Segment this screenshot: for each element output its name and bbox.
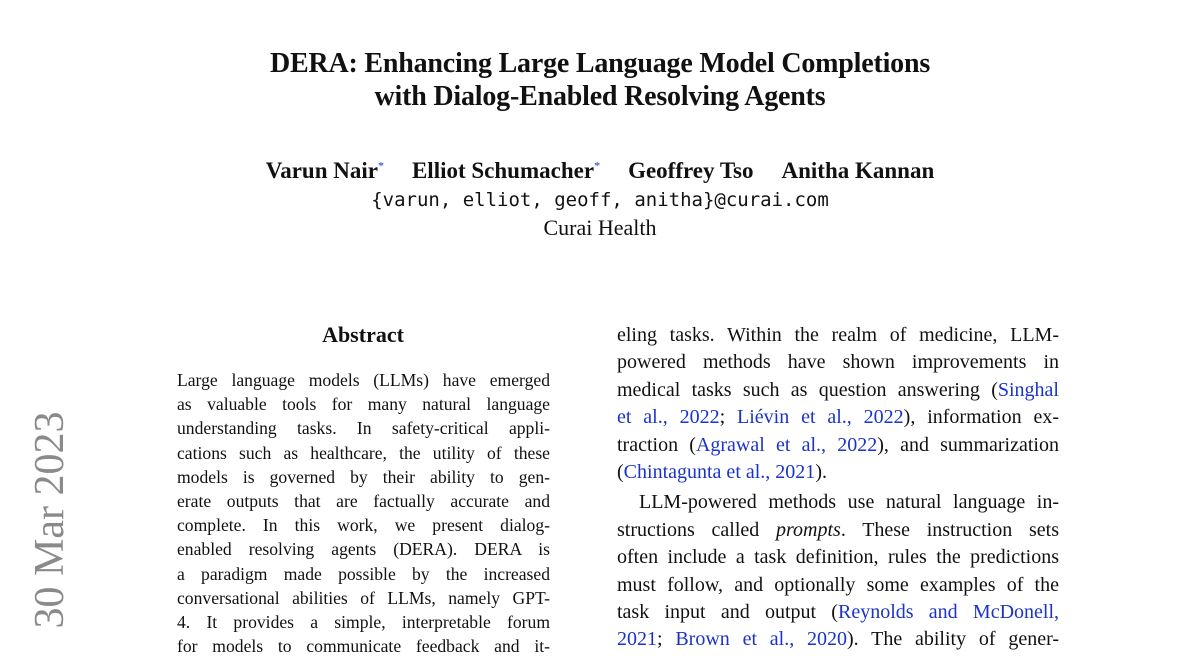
affiliation: Curai Health xyxy=(543,215,657,240)
body-line xyxy=(617,599,1059,626)
abstract-line: Large language models (LLMs) have emerged xyxy=(177,370,550,390)
author-4 xyxy=(782,157,935,185)
equal-contribution-mark: * xyxy=(594,158,601,173)
abstract-line: erate outputs that are factually accurate and xyxy=(177,491,550,512)
author-name: Anitha Kannan xyxy=(781,158,935,183)
abstract-line: as valuable tools for many natural language xyxy=(177,394,550,415)
body-line: must follow, and optionally some examples of the xyxy=(617,573,1059,596)
citation-link[interactable]: et al., 2022 xyxy=(617,406,720,429)
body-line xyxy=(617,517,1059,544)
body-line xyxy=(617,432,1059,459)
body-line: LLM-powered methods use natural language in- xyxy=(639,491,1059,514)
author-name: Geoffrey Tso xyxy=(628,158,754,183)
body-line xyxy=(617,626,1059,653)
abstract-line: enabled resolving agents (DERA). DERA is xyxy=(177,539,550,560)
body-text: traction ( xyxy=(617,433,696,456)
abstract-heading: Abstract xyxy=(322,322,404,347)
paper-title xyxy=(0,47,1200,113)
citation-link[interactable]: Chintagunta et al., 2021 xyxy=(623,461,816,484)
author-emails: {varun, elliot, geoff, anitha}@curai.com xyxy=(371,189,829,211)
author-name: Varun Nair xyxy=(265,158,378,183)
author-2 xyxy=(412,157,600,185)
body-line xyxy=(617,459,1059,486)
citation-link[interactable]: 2021 xyxy=(617,628,657,651)
abstract-line: complete. In this work, we present dialog- xyxy=(177,515,550,536)
author-name: Elliot Schumacher xyxy=(411,158,595,183)
body-text: task input and output ( xyxy=(617,601,838,624)
abstract-line: models is governed by their ability to gen- xyxy=(177,466,550,487)
abstract-line: a paradigm made possible by the increased xyxy=(177,563,550,584)
body-text: ), information ex- xyxy=(903,406,1060,429)
title-line-1: DERA: Enhancing Large Language Model Completions xyxy=(269,48,931,79)
body-text: ). xyxy=(815,461,827,484)
body-line: powered methods have shown improvements in xyxy=(617,351,1059,374)
author-1 xyxy=(266,157,384,185)
abstract-line: understanding tasks. In safety-critical appli- xyxy=(177,418,550,439)
body-line xyxy=(617,404,1059,431)
abstract-line: for models to communicate feedback and it- xyxy=(177,636,550,657)
arxiv-date-text: 30 Mar 2023 xyxy=(27,411,73,629)
body-text: . These instruction sets xyxy=(840,518,1059,541)
body-line: eling tasks. Within the realm of medicine, LLM- xyxy=(617,324,1059,346)
body-line xyxy=(617,377,1059,404)
body-text: medical tasks such as question answering ( xyxy=(617,378,998,401)
intro-right-column xyxy=(617,322,1059,654)
body-line: often include a task definition, rules the predictions xyxy=(617,546,1059,569)
citation-link[interactable]: Liévin et al., 2022 xyxy=(737,406,904,429)
abstract-body xyxy=(177,368,550,658)
arxiv-date-stamp xyxy=(10,405,90,635)
author-3 xyxy=(628,157,753,185)
body-text: ), and summarization xyxy=(877,433,1059,456)
abstract-line: cations such as healthcare, the utility of these xyxy=(177,442,550,463)
citation-link[interactable]: Agrawal et al., 2022 xyxy=(695,433,878,456)
abstract-line: 4. It provides a simple, interpretable forum xyxy=(177,612,550,633)
body-text: ( xyxy=(617,461,624,484)
citation-link[interactable]: Singhal xyxy=(997,378,1059,401)
body-text: ; xyxy=(719,406,738,429)
body-text: ). The ability of gener- xyxy=(847,628,1059,651)
equal-contribution-mark: * xyxy=(377,158,384,173)
body-text: structions called xyxy=(617,518,776,541)
body-text: ; xyxy=(657,628,676,651)
citation-link[interactable]: Brown et al., 2020 xyxy=(675,628,848,651)
abstract-line: conversational abilities of LLMs, namely GPT- xyxy=(177,587,550,608)
author-list xyxy=(0,157,1200,185)
citation-link[interactable]: Reynolds and McDonell, xyxy=(837,601,1060,624)
title-line-2: with Dialog-Enabled Resolving Agents xyxy=(374,81,826,112)
emphasis-text: prompts xyxy=(776,518,841,541)
